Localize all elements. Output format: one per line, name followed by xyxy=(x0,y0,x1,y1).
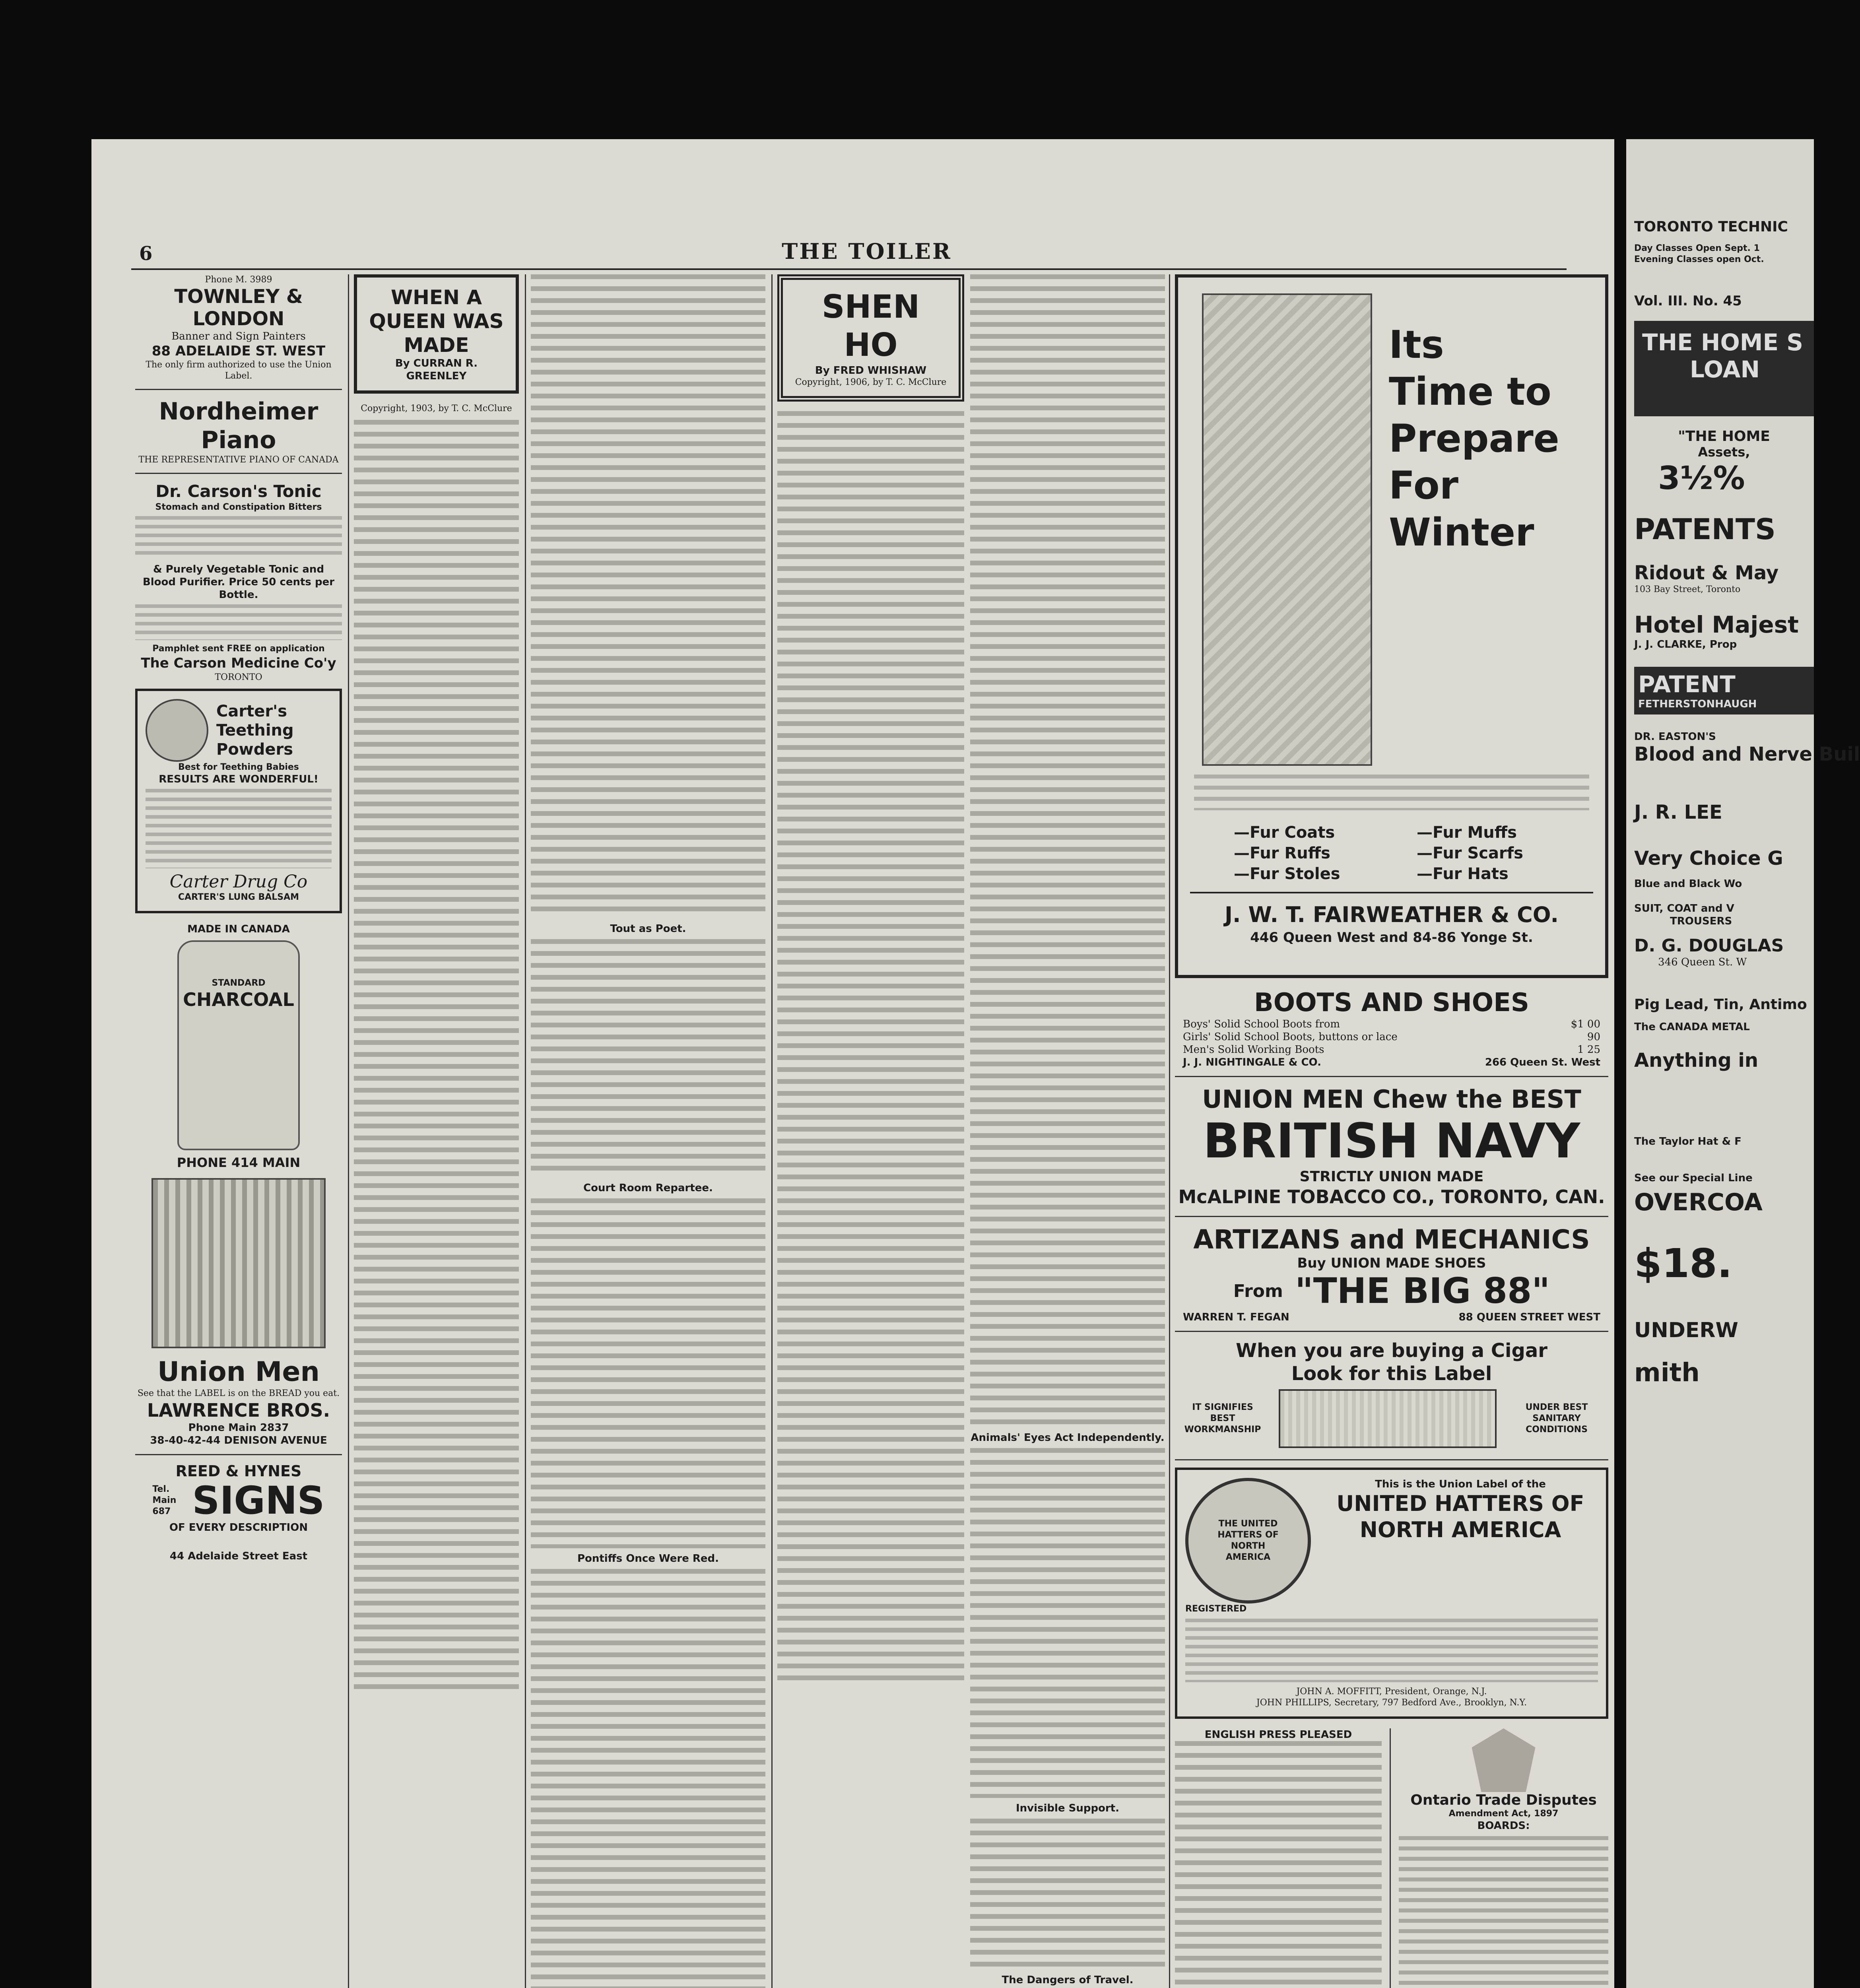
fur-item: —Fur Coats xyxy=(1234,823,1335,842)
divider xyxy=(1175,1076,1608,1077)
big88-from: From xyxy=(1233,1281,1283,1301)
boots-item: Girls' Solid School Boots, buttons or lace xyxy=(1183,1031,1398,1043)
cigar-ad xyxy=(1175,1339,1608,1452)
taylor-line: The Taylor Hat & F xyxy=(1634,1136,1742,1147)
big88-ad xyxy=(1175,1224,1608,1324)
phone-line: Phone M. 3989 xyxy=(205,275,272,285)
article-text xyxy=(531,1569,765,1988)
ridout-name: Ridout & May xyxy=(1634,562,1779,584)
boots-item: Men's Solid Working Boots xyxy=(1183,1044,1324,1056)
big88-owner: WARREN T. FEGAN xyxy=(1183,1311,1289,1323)
city-line: TORONTO xyxy=(215,672,262,682)
story-shen-ho-continued xyxy=(970,274,1165,1988)
navy-brand: BRITISH NAVY xyxy=(1203,1114,1580,1169)
ad-column xyxy=(135,274,342,1988)
copyright-line: Copyright, 1903, by T. C. McClure xyxy=(361,404,512,414)
fur-items-left xyxy=(1234,822,1340,884)
big88-title: ARTIZANS and MECHANICS xyxy=(1193,1224,1590,1255)
loan-title: LOAN xyxy=(1690,356,1760,383)
phone-main: PHONE 414 MAIN xyxy=(177,1155,301,1170)
divider xyxy=(135,389,342,390)
boots-row xyxy=(1183,1018,1600,1031)
testimonial-copy xyxy=(146,789,332,868)
special-line: See our Special Line xyxy=(1634,1172,1753,1184)
subhead: Court Room Repartee. xyxy=(583,1182,713,1194)
school-line: Evening Classes open Oct. xyxy=(1634,254,1764,264)
hatters-ad xyxy=(1175,1468,1608,1719)
cigar-left: IT SIGNIFIES BEST WORKMANSHIP xyxy=(1184,1402,1261,1435)
underwear-heading: UNDERW xyxy=(1634,1318,1738,1342)
fur-item: —Fur Hats xyxy=(1417,865,1509,883)
headline-line: Winter xyxy=(1389,510,1534,555)
union-note: The only firm authorized to use the Union Label. xyxy=(146,360,332,381)
bag-label: STANDARD xyxy=(212,978,266,988)
fur-company: J. W. T. FAIRWEATHER & CO. xyxy=(1224,902,1559,927)
boots-price: 1 25 xyxy=(1577,1044,1600,1056)
piano-ad xyxy=(135,397,342,466)
patents-heading: PATENT xyxy=(1638,671,1736,698)
hatters-president: JOHN A. MOFFITT, President, Orange, N.J. xyxy=(1296,1687,1487,1697)
metal-line: The CANADA METAL xyxy=(1634,1021,1750,1033)
hatters-seal xyxy=(1185,1478,1311,1604)
article-text xyxy=(777,411,964,1683)
paper-title: THE TOILER xyxy=(782,239,952,264)
carters-line: Teething xyxy=(216,721,294,740)
fur-ad xyxy=(1175,274,1608,978)
fur-address: 446 Queen West and 84-86 Yonge St. xyxy=(1250,930,1533,945)
hatters-secretary: JOHN PHILLIPS, Secretary, 797 Bedford Ave., Brooklyn, N.Y. xyxy=(1256,1698,1527,1708)
boots-price: $1 00 xyxy=(1571,1018,1600,1030)
column-divider xyxy=(525,274,526,1988)
british-navy-ad xyxy=(1175,1084,1608,1209)
choice-line: Very Choice G xyxy=(1634,847,1783,870)
results-heading: RESULTS ARE WONDERFUL! xyxy=(159,773,318,785)
suit-line: SUIT, COAT and V xyxy=(1634,903,1734,914)
big88-footer xyxy=(1175,1311,1608,1324)
article-text xyxy=(970,1819,1165,1970)
boots-price: 90 xyxy=(1587,1031,1600,1043)
douglas-address: 346 Queen St. W xyxy=(1658,956,1747,968)
blood-line: Blood and Nerve Buil xyxy=(1634,743,1860,765)
big88-sub: Buy UNION MADE SHOES xyxy=(1297,1255,1486,1271)
winter-figure-illustration xyxy=(1202,293,1372,766)
article-text xyxy=(970,274,1165,1427)
cigar-line: When you are buying a Cigar xyxy=(1236,1340,1547,1362)
story-byline: By CURRAN R. GREENLEY xyxy=(395,357,478,382)
column-divider xyxy=(348,274,349,1988)
hatters-name: UNITED HATTERS OF NORTH AMERICA xyxy=(1336,1491,1584,1542)
easton-line: DR. EASTON'S xyxy=(1634,731,1716,743)
trade-line: Banner and Sign Painters xyxy=(171,330,306,342)
firm-address: 88 ADELAIDE ST. WEST xyxy=(151,343,326,359)
charcoal-bag-illustration xyxy=(177,940,300,1150)
tonic-ad xyxy=(135,481,342,683)
fur-copy xyxy=(1194,775,1589,810)
tonic-subtitle: Stomach and Constipation Bitters xyxy=(155,502,322,512)
newspaper-page xyxy=(91,139,1614,1988)
signs-subtitle: OF EVERY DESCRIPTION xyxy=(169,1522,308,1534)
subhead: Pontiffs Once Were Red. xyxy=(577,1553,719,1565)
bakery-building-illustration xyxy=(151,1178,326,1348)
coat-of-arms-icon xyxy=(1472,1728,1536,1792)
blue-line: Blue and Black Wo xyxy=(1634,878,1742,890)
balsam-line: CARTER'S LUNG BALSAM xyxy=(178,892,299,902)
boots-title: BOOTS AND SHOES xyxy=(1254,988,1529,1017)
interest-rate: 3½% xyxy=(1658,460,1745,497)
english-press-article xyxy=(1175,1728,1382,1988)
story-title: WHEN A QUEEN WAS MADE xyxy=(369,286,504,357)
subhead: The Dangers of Travel. xyxy=(1002,1974,1134,1986)
townley-ad xyxy=(135,274,342,382)
patents-banner xyxy=(1634,667,1814,714)
navy-union: STRICTLY UNION MADE xyxy=(1299,1169,1484,1185)
registered-label: REGISTERED xyxy=(1185,1604,1247,1614)
patents-heading: PATENTS xyxy=(1634,513,1776,546)
cigar-label-image xyxy=(1279,1389,1497,1448)
adjacent-page xyxy=(1626,139,1860,1988)
divider xyxy=(135,473,342,474)
big88-name: "THE BIG 88" xyxy=(1295,1270,1550,1311)
column-divider xyxy=(1169,274,1170,1988)
fur-item: —Fur Stoles xyxy=(1234,865,1340,883)
assets-line: Assets, xyxy=(1698,445,1750,460)
divider xyxy=(1175,1216,1608,1217)
divider xyxy=(1175,1331,1608,1332)
article-headline: ENGLISH PRESS PLEASED xyxy=(1204,1729,1352,1741)
article-text xyxy=(1175,1741,1382,1988)
pamphlet-line: Pamphlet sent FREE on application xyxy=(152,644,325,654)
big88-address: 88 QUEEN STREET WEST xyxy=(1458,1311,1600,1323)
headline-line: Its xyxy=(1389,322,1444,367)
bakery-address: 38-40-42-44 DENISON AVENUE xyxy=(150,1435,327,1446)
story-shen-ho xyxy=(777,274,964,1988)
ontario-sub: Amendment Act, 1897 xyxy=(1448,1809,1559,1819)
tonic-title: Dr. Carson's Tonic xyxy=(155,481,322,501)
masthead-rule xyxy=(131,268,1567,270)
divider xyxy=(1175,1459,1608,1460)
hatters-copy xyxy=(1185,1619,1598,1682)
headline-line: Time to xyxy=(1389,369,1551,414)
boots-address: 266 Queen St. West xyxy=(1485,1056,1600,1068)
hatters-intro: This is the Union Label of the xyxy=(1375,1478,1546,1490)
copyright-line: Copyright, 1906, by T. C. McClure xyxy=(795,377,947,387)
pig-lead-line: Pig Lead, Tin, Antimo xyxy=(1634,996,1807,1013)
signs-tel: Tel. Main 687 xyxy=(152,1484,177,1516)
masthead xyxy=(91,139,1614,270)
tonic-price: & Purely Vegetable Tonic and Blood Purifier. Price 50 cents per Bottle. xyxy=(142,563,335,601)
volume-line: Vol. III. No. 45 xyxy=(1634,293,1742,309)
douglas-name: D. G. DOUGLAS xyxy=(1634,936,1784,956)
bakery-phone: Phone Main 2837 xyxy=(188,1422,289,1434)
story-when-a-queen xyxy=(354,274,519,1988)
subhead: Tout as Poet. xyxy=(610,923,686,935)
ontario-copy xyxy=(1399,1836,1608,1988)
fetherstonhaugh: FETHERSTONHAUGH xyxy=(1638,698,1757,710)
school-line: Day Classes Open Sept. 1 xyxy=(1634,243,1760,253)
piano-subtitle: THE REPRESENTATIVE PIANO OF CANADA xyxy=(138,455,339,465)
ontario-title: Ontario Trade Disputes xyxy=(1410,1792,1597,1808)
fur-item: —Fur Muffs xyxy=(1417,823,1517,842)
boots-dealer-row xyxy=(1183,1056,1600,1069)
article-text xyxy=(354,420,519,1692)
baby-face-illustration xyxy=(146,699,208,762)
tonic-copy xyxy=(135,604,342,640)
signs-firm: REED & HYNES xyxy=(175,1462,302,1480)
carters-line: Carter's xyxy=(216,702,287,720)
union-men-note: See that the LABEL is on the BREAD you eat. xyxy=(137,1388,340,1398)
divider xyxy=(135,1454,342,1455)
right-ad-block xyxy=(1175,274,1608,1988)
boots-ad xyxy=(1175,988,1608,1069)
bottom-right-row xyxy=(1175,1728,1608,1988)
fur-headline xyxy=(1389,321,1559,556)
boots-row xyxy=(1183,1031,1600,1043)
headline-line: For xyxy=(1389,463,1458,508)
fur-items-right xyxy=(1417,822,1523,884)
fur-item: —Fur Scarfs xyxy=(1417,844,1523,862)
carters-tagline: Best for Teething Babies xyxy=(178,762,299,772)
home-line: "THE HOME xyxy=(1678,428,1770,445)
overcoat-heading: OVERCOA xyxy=(1634,1188,1763,1216)
divider xyxy=(1190,892,1593,893)
hotel-prop: J. J. CLARKE, Prop xyxy=(1634,639,1737,650)
carters-line: Powders xyxy=(216,740,293,759)
cigar-line: Look for this Label xyxy=(1291,1363,1492,1385)
ontario-boards: BOARDS: xyxy=(1477,1820,1530,1832)
story-continued xyxy=(531,274,765,1988)
signs-heading: SIGNS xyxy=(192,1478,325,1523)
boots-dealer: J. J. NIGHTINGALE & CO. xyxy=(1183,1056,1321,1068)
bakery-name: LAWRENCE BROS. xyxy=(147,1400,330,1421)
medicine-company: The Carson Medicine Co'y xyxy=(141,655,336,671)
subhead: Animals' Eyes Act Independently. xyxy=(971,1432,1165,1444)
made-in-canada: MADE IN CANADA xyxy=(187,923,290,935)
school-heading: TORONTO TECHNIC xyxy=(1634,219,1788,235)
trousers-line: TROUSERS xyxy=(1670,915,1732,927)
story-title-box xyxy=(354,274,519,394)
ontario-act-ad xyxy=(1390,1728,1608,1988)
page-number: 6 xyxy=(139,243,153,265)
mith-heading: mith xyxy=(1634,1358,1700,1388)
article-text xyxy=(531,1198,765,1548)
cigar-right: UNDER BEST SANITARY CONDITIONS xyxy=(1525,1402,1588,1435)
story-title: SHEN HO xyxy=(821,288,920,363)
article-text xyxy=(531,274,765,918)
union-men-heading: Union Men xyxy=(157,1356,320,1388)
hotel-name: Hotel Majest xyxy=(1634,611,1799,638)
boots-item: Boys' Solid School Boots from xyxy=(1183,1018,1340,1030)
headline-line: Prepare xyxy=(1389,416,1559,461)
boots-row xyxy=(1183,1043,1600,1056)
anything-line: Anything in xyxy=(1634,1049,1759,1072)
bag-product: CHARCOAL xyxy=(183,989,294,1010)
carters-ad xyxy=(135,689,342,913)
overcoat-price: $18. xyxy=(1634,1240,1732,1287)
lee-name: J. R. LEE xyxy=(1634,801,1722,823)
article-text xyxy=(531,939,765,1178)
subhead: Invisible Support. xyxy=(1015,1802,1120,1814)
firm-name: TOWNLEY & LONDON xyxy=(174,285,303,330)
ridout-address: 103 Bay Street, Toronto xyxy=(1634,584,1741,594)
story-title-box xyxy=(777,274,964,402)
fur-item: —Fur Ruffs xyxy=(1234,844,1330,862)
home-loan-banner xyxy=(1634,321,1814,416)
tonic-copy xyxy=(135,516,342,560)
article-text xyxy=(970,1448,1165,1798)
signs-address: 44 Adelaide Street East xyxy=(169,1550,308,1562)
navy-line: UNION MEN Chew the BEST xyxy=(1202,1085,1581,1114)
carter-signature: Carter Drug Co xyxy=(169,872,308,892)
seal-text: THE UNITED HATTERS OF NORTH AMERICA xyxy=(1217,1519,1279,1562)
piano-name: Nordheimer Piano xyxy=(159,398,318,454)
navy-maker: McALPINE TOBACCO CO., TORONTO, CAN. xyxy=(1178,1186,1605,1208)
story-byline: By FRED WHISHAW xyxy=(815,365,927,377)
home-title: THE HOME S xyxy=(1642,329,1804,356)
column-divider xyxy=(771,274,773,1988)
